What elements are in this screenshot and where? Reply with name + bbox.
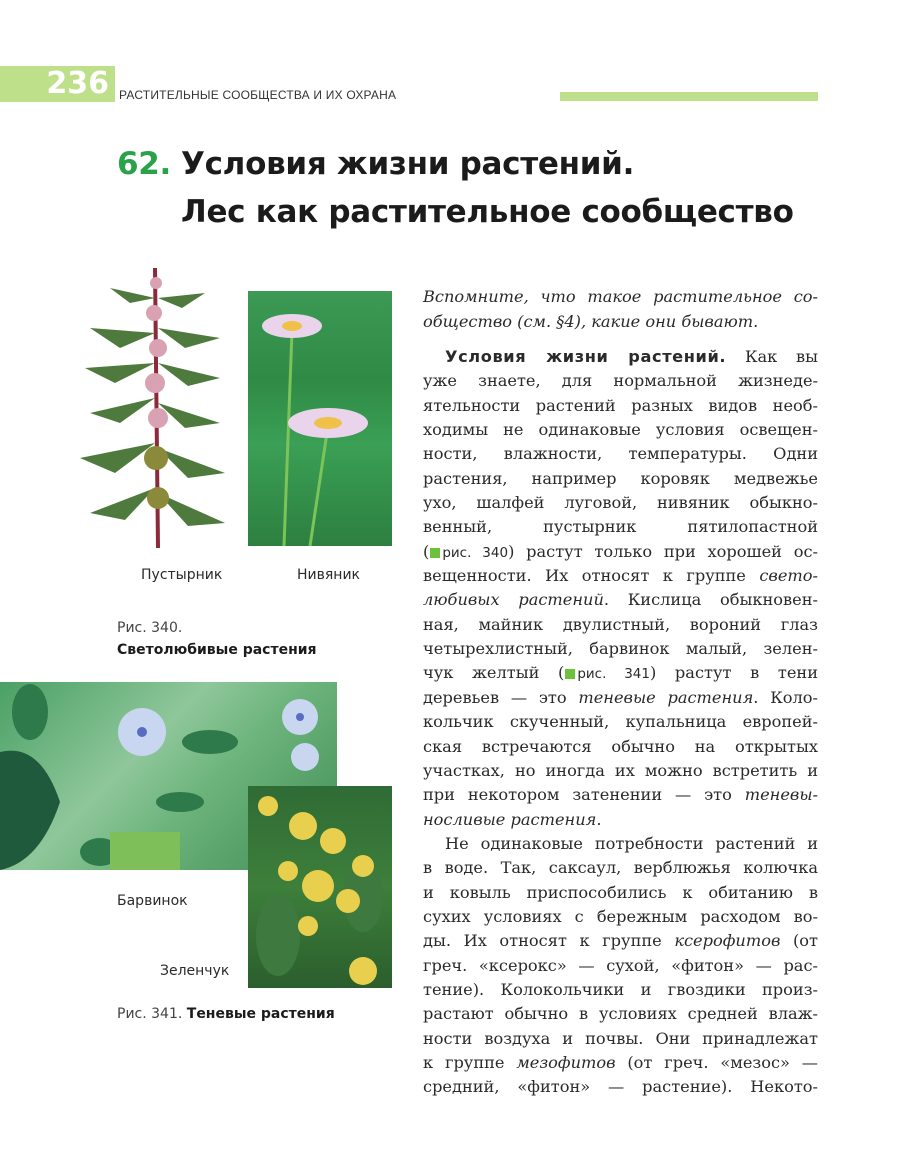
text-line: к группе мезофитов (от греч. «мезос» — — [423, 1052, 818, 1072]
text-line: любивых растений. Кислица обыкновен- — [423, 590, 819, 610]
recall-line: Вспомните, что такое растительное со- — [423, 287, 818, 306]
text-line: четырехлистный, барвинок малый, зелен- — [423, 639, 818, 659]
recall-prompt — [423, 285, 818, 334]
text-line: средний, «фитон» — растение). Некото- — [423, 1077, 818, 1097]
text-line: чук желтый ( рис. 341) растут в тени — [423, 663, 818, 683]
text-line: Условия жизни растений. Как вы — [445, 347, 818, 366]
text-line: ности, влажности, температуры. Одни — [423, 444, 818, 464]
text-line: ды. Их относят к группе ксерофитов (от — [423, 931, 818, 951]
figure-341-caption — [117, 1003, 335, 1025]
text-line: в воде. Так, саксаул, верблюжья колючка — [423, 858, 818, 878]
text-line: ная, майник двулистный, вороний глаз — [423, 614, 818, 634]
caption-barvinok: Барвинок — [117, 893, 188, 909]
figure-341-title: Теневые растения — [186, 1006, 335, 1022]
running-head: РАСТИТЕЛЬНЫЕ СООБЩЕСТВА И ИХ ОХРАНА — [119, 88, 397, 102]
caption-zelenchuk: Зеленчук — [160, 963, 230, 979]
figure-341-number: Рис. 341. — [117, 1006, 183, 1022]
text-line: и ковыль приспособились к обитанию в — [423, 882, 818, 902]
caption-pustyrnik: Пустырник — [141, 567, 223, 583]
motherwort-plant-icon — [70, 258, 230, 548]
header-rule — [560, 92, 818, 101]
text-line: ходимы не одинаковые условия освещен- — [423, 420, 818, 440]
figure-340-title: Светолюбивые растения — [117, 642, 317, 658]
oxeye-daisy-photo — [248, 291, 392, 546]
page-number-block — [0, 66, 115, 102]
text-line: сухих условиях с бережным расходом во- — [423, 906, 818, 926]
text-line: ухо, шалфей луговой, нивяник обыкно- — [423, 493, 818, 513]
text-line: ская встречаются обычно на открытых — [423, 736, 818, 756]
section-heading: Условия жизни растений. — [445, 347, 727, 366]
reference-square-icon — [430, 548, 440, 558]
text-line: растают обычно в условиях средней влаж- — [423, 1004, 818, 1024]
text-line: вещенности. Их относят к группе свето- — [423, 566, 818, 586]
chapter-number: 62. — [117, 146, 172, 182]
text-line: уже знаете, для нормальной жизнеде- — [423, 371, 818, 391]
text-line: деревьев — это теневые растения. Коло- — [423, 687, 818, 707]
reference-square-icon — [565, 669, 575, 679]
chapter-title-line1: Условия жизни растений. — [181, 146, 635, 182]
text-line: растения, например коровяк медвежье — [423, 468, 818, 488]
figure-341-link[interactable]: рис. 341 — [564, 666, 650, 682]
yellow-flower-icon — [248, 786, 392, 988]
motherwort-photo — [70, 258, 230, 548]
text-line: ( рис. 340) растут только при хорошей ос- — [423, 541, 818, 561]
figure-340-caption — [117, 617, 317, 661]
chapter-title-line2: Лес как растительное сообщество — [181, 194, 794, 230]
text-line: при некотором затенении — это теневы- — [423, 785, 818, 805]
daisy-flower-icon — [248, 291, 392, 546]
text-line: греч. «ксерокс» — сухой, «фитон» — рас- — [423, 955, 818, 975]
figure-340-link[interactable]: рис. 340 — [429, 545, 508, 561]
text-line: носливые растения. — [423, 809, 602, 829]
chapter-title — [117, 140, 794, 236]
page-number: 236 — [46, 66, 109, 101]
yellow-archangel-photo — [248, 786, 392, 988]
text-line: Не одинаковые потребности растений и — [445, 833, 818, 853]
text-line: ятельности растений разных видов необ- — [423, 395, 818, 415]
caption-nivyanik: Нивяник — [297, 567, 361, 583]
text-line: венный, пустырник пятилопастной — [423, 517, 818, 537]
body-text — [423, 345, 818, 1100]
text-line: ности воздуха и почвы. Они принадлежат — [423, 1028, 818, 1048]
recall-line: общество (см. §4), какие они бывают. — [423, 311, 759, 331]
text-line: участках, но иногда их можно встретить и — [423, 760, 818, 780]
text-line: тение). Колокольчики и гвоздики произ- — [423, 979, 818, 999]
text-line: кольчик скученный, купальница европей- — [423, 712, 818, 732]
figure-340-number: Рис. 340. — [117, 620, 183, 636]
